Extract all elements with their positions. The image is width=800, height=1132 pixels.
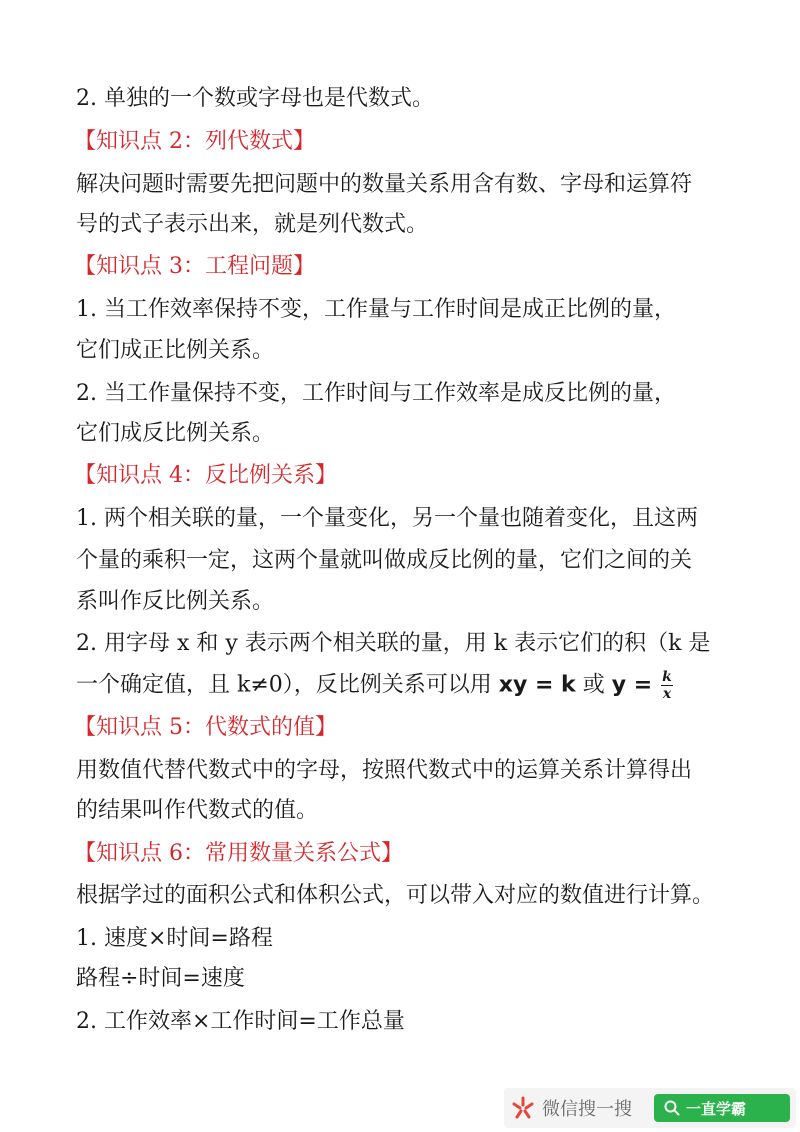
section-heading: 【知识点 6：常用数量关系公式】 xyxy=(74,841,403,866)
watermark-text: 微信搜一搜 xyxy=(542,1099,632,1120)
formula-connector: 或 xyxy=(582,672,605,698)
text-line: 根据学过的面积公式和体积公式，可以带入对应的数值进行计算。 xyxy=(76,883,715,908)
text-line: 个量的乘积一定，这两个量就叫做成反比例的量，它们之间的关 xyxy=(76,548,693,573)
fraction xyxy=(661,670,673,701)
text-line: 2. 单独的一个数或字母也是代数式。 xyxy=(76,86,434,111)
text-line: 路程÷时间=速度 xyxy=(76,966,245,991)
text-line: 解决问题时需要先把问题中的数量关系用含有数、字母和运算符 xyxy=(76,172,693,197)
text-line: 1. 两个相关联的量，一个量变化，另一个量也随着变化，且这两 xyxy=(76,506,698,531)
section-heading: 【知识点 2：列代数式】 xyxy=(74,129,315,154)
text-line: 它们成正比例关系。 xyxy=(76,338,275,363)
text-line: 2. 用字母 x 和 y 表示两个相关联的量，用 k 表示它们的积（k 是 xyxy=(76,631,711,656)
formula-expr: xy = k xyxy=(498,672,576,698)
text-line: 用数值代替代数式中的字母，按照代数式中的运算关系计算得出 xyxy=(76,758,693,783)
formula-line xyxy=(76,670,756,701)
search-label: 一直学霸 xyxy=(686,1099,747,1118)
text-line: 2. 当工作量保持不变，工作时间与工作效率是成反比例的量， xyxy=(76,381,676,406)
fraction-denominator: x xyxy=(662,686,672,702)
section-heading: 【知识点 3：工程问题】 xyxy=(74,254,315,279)
text-line: 它们成反比例关系。 xyxy=(76,421,275,446)
search-icon xyxy=(664,1100,680,1116)
wechat-search-logo-icon xyxy=(510,1095,536,1121)
section-heading: 【知识点 4：反比例关系】 xyxy=(74,463,337,488)
formula-lhs: y = xyxy=(611,672,653,698)
fraction-numerator: k xyxy=(662,669,672,685)
section-heading: 【知识点 5：代数式的值】 xyxy=(74,715,337,740)
search-button[interactable] xyxy=(654,1094,790,1122)
text-line: 系叫作反比例关系。 xyxy=(76,589,275,614)
text-line: 1. 速度×时间=路程 xyxy=(76,926,273,951)
text-line: 1. 当工作效率保持不变，工作量与工作时间是成正比例的量， xyxy=(76,297,676,322)
text-line: 的结果叫作代数式的值。 xyxy=(76,798,319,823)
text-span: 一个确定值，且 k≠0），反比例关系可以用 xyxy=(76,672,492,698)
text-line: 号的式子表示出来，就是列代数式。 xyxy=(76,212,429,237)
wechat-search-watermark[interactable] xyxy=(504,1088,796,1128)
text-line: 2. 工作效率×工作时间=工作总量 xyxy=(76,1009,405,1034)
